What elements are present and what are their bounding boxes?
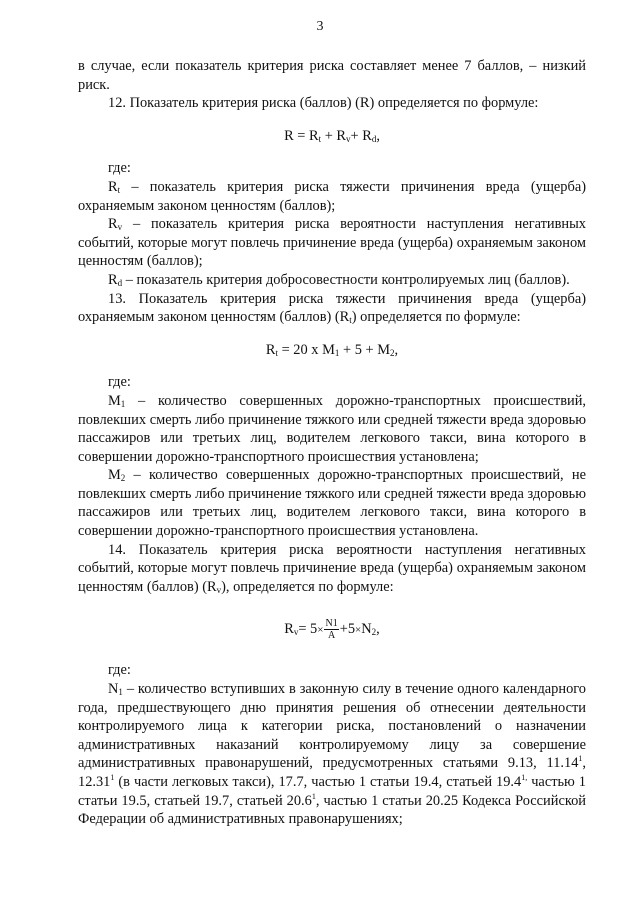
paragraph-12: 12. Показатель критерия риска (баллов) (R) определяется по формуле: — [108, 95, 539, 112]
definition-rt: $R_t$ – показатель критерия риска тяжести причинения вреда (ущерба) охраняемым законом ценностям (баллов); — [78, 178, 586, 214]
where-label-1: где: — [108, 160, 131, 177]
formula-rt: $R_t = 20$ x $M_1 + 5 + M_2$, — [265, 341, 399, 358]
document-body — [78, 57, 586, 829]
where-label-3: где: — [108, 662, 131, 679]
formula-rv: $R_v= 5\times$ $\frac{N1}{A}$ $+5\times N_2$, — [284, 618, 380, 642]
paragraph-13: 13. Показатель критерия риска тяжести причинения вреда (ущерба) охраняемым законом ценностям (баллов) $(R_t)$ определяется по формуле: — [78, 290, 586, 326]
definition-m1: $M_1$ – количество совершенных дорожно-транспортных происшествий, повлекших смерть либо причинение тяжкого или средней тяжести вреда здоровью пассажиров или третьих лиц, водителем легкового такси, вина которого в совершении дорожно-транспортного происшествия установлена; — [78, 392, 586, 465]
definition-n1: $N_1$ – количество вступивших в законную силу в течение одного календарного года, предшествующего дню принятия решения об отнесении деятельности контролируемого лица к категории риска, постановлений о назначении административных наказаний контролируемому лицу за совершение административных правонарушений, предусмотренных статьями 9.13, 11.14$^1$, 12.31$^1$ (в части легковых такси), 17.7, частью 1 статьи 19.4, статьей $19.4^{1,}$ частью 1 статьи 19.5, статьей 19.7, статьей 20.6$^1$, частью 1 статьи 20.25 Кодекса Российской Федерации об административных правонарушениях; — [78, 681, 586, 828]
formula-r: $R = R_t + R_v+ R_d$, — [284, 127, 380, 144]
definition-rd: $R_d$ – показатель критерия добросовестности контролируемых лиц (баллов). — [108, 271, 570, 288]
paragraph-low-risk: в случае, если показатель критерия риска составляет менее 7 баллов, – низкий риск. — [78, 58, 586, 93]
fraction-n1-a: $\frac{N1}{A}$ — [325, 618, 338, 642]
paragraph-14: 14. Показатель критерия риска вероятности наступления негативных событий, которые могут повлечь причинение вреда (ущерба) охраняемым законом ценностям (баллов) $(R_v)$, определяется по формуле: — [78, 541, 586, 595]
definition-m2: $M_2$ – количество совершенных дорожно-транспортных происшествий, не повлекших смерть либо причинение тяжкого или средней тяжести вреда здоровью пассажиров или третьих лиц, водителем легкового такси, вина которого в совершении дорожно-транспортного происшествия установлена. — [78, 467, 586, 540]
where-label-2: где: — [108, 374, 131, 391]
page-number: 3 — [316, 19, 324, 34]
definition-rv: $R_v$ – показатель критерия риска вероятности наступления негативных событий, которые могут повлечь причинение вреда (ущерба) охраняемым законом ценностям (баллов); — [78, 216, 586, 270]
